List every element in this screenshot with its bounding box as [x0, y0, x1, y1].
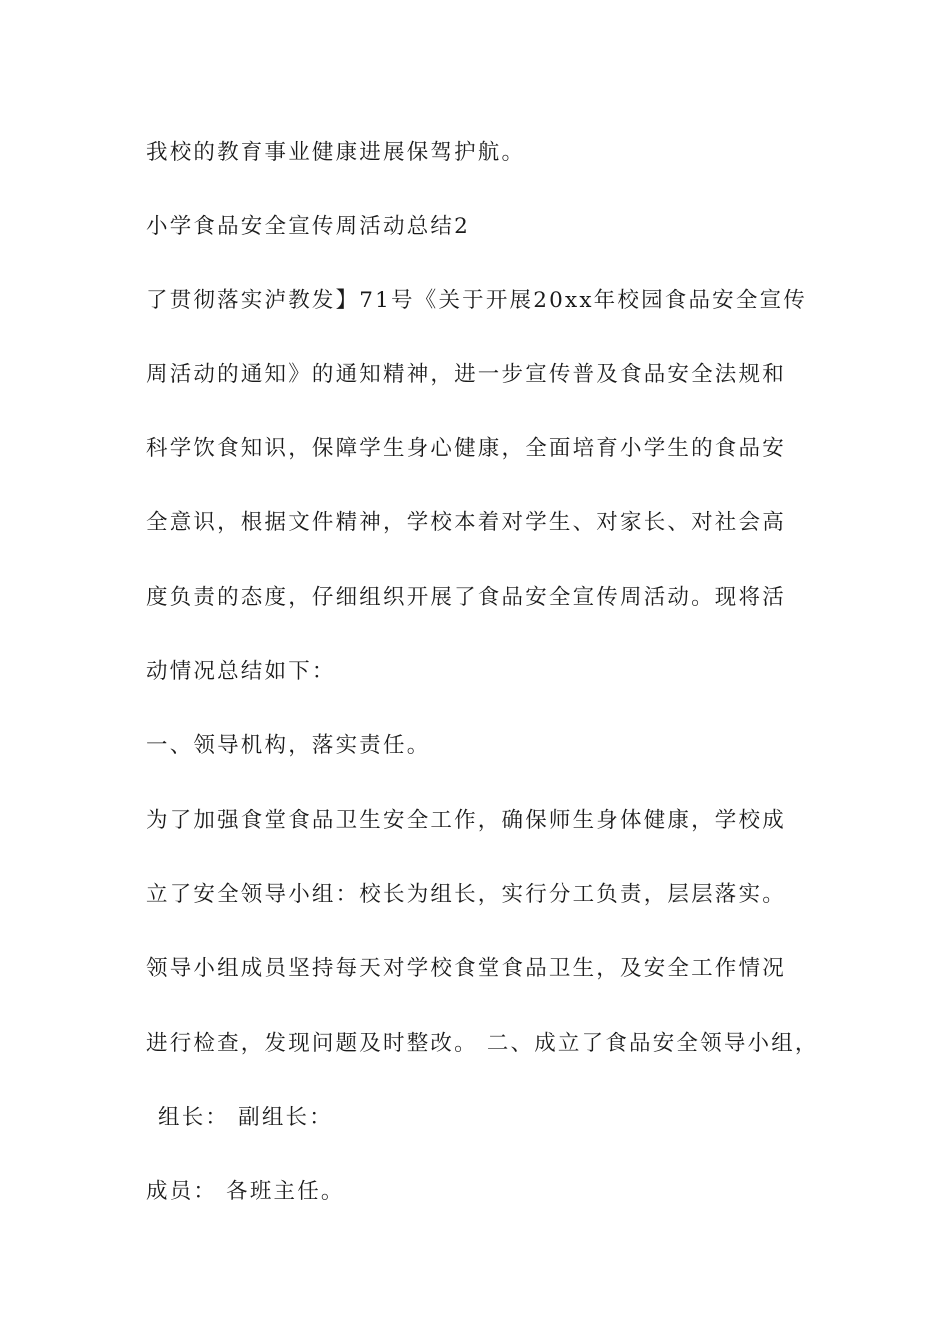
- paragraph-line: 我校的教育事业健康进展保驾护航。: [146, 140, 526, 165]
- paragraph-line: 全意识，根据文件精神，学校本着对学生、对家长、对社会高: [146, 510, 786, 535]
- paragraph-line: 为了加强食堂食品卫生安全工作，确保师生身体健康，学校成: [146, 808, 786, 833]
- section-heading: 小学食品安全宣传周活动总结2: [146, 214, 470, 239]
- paragraph-line: 动情况总结如下：: [146, 659, 336, 684]
- leaders-line: 组长： 副组长：: [158, 1105, 333, 1130]
- paragraph-line: 科学饮食知识，保障学生身心健康，全面培育小学生的食品安: [146, 436, 786, 461]
- paragraph-line: 度负责的态度，仔细组织开展了食品安全宣传周活动。现将活: [146, 585, 786, 610]
- paragraph-line: 进行检查，发现问题及时整改。 二、成立了食品安全领导小组，: [146, 1031, 819, 1056]
- paragraph-line: 立了安全领导小组：校长为组长，实行分工负责，层层落实。: [146, 882, 786, 907]
- subheading-line: 一、领导机构，落实责任。: [146, 733, 431, 758]
- paragraph-line: 周活动的通知》的通知精神，进一步宣传普及食品安全法规和: [146, 362, 786, 387]
- paragraph-line: 领导小组成员坚持每天对学校食堂食品卫生，及安全工作情况: [146, 956, 786, 981]
- members-line: 成员： 各班主任。: [146, 1179, 345, 1204]
- paragraph-line: 了贯彻落实泸教发】71号《关于开展20xx年校园食品安全宣传: [146, 288, 807, 313]
